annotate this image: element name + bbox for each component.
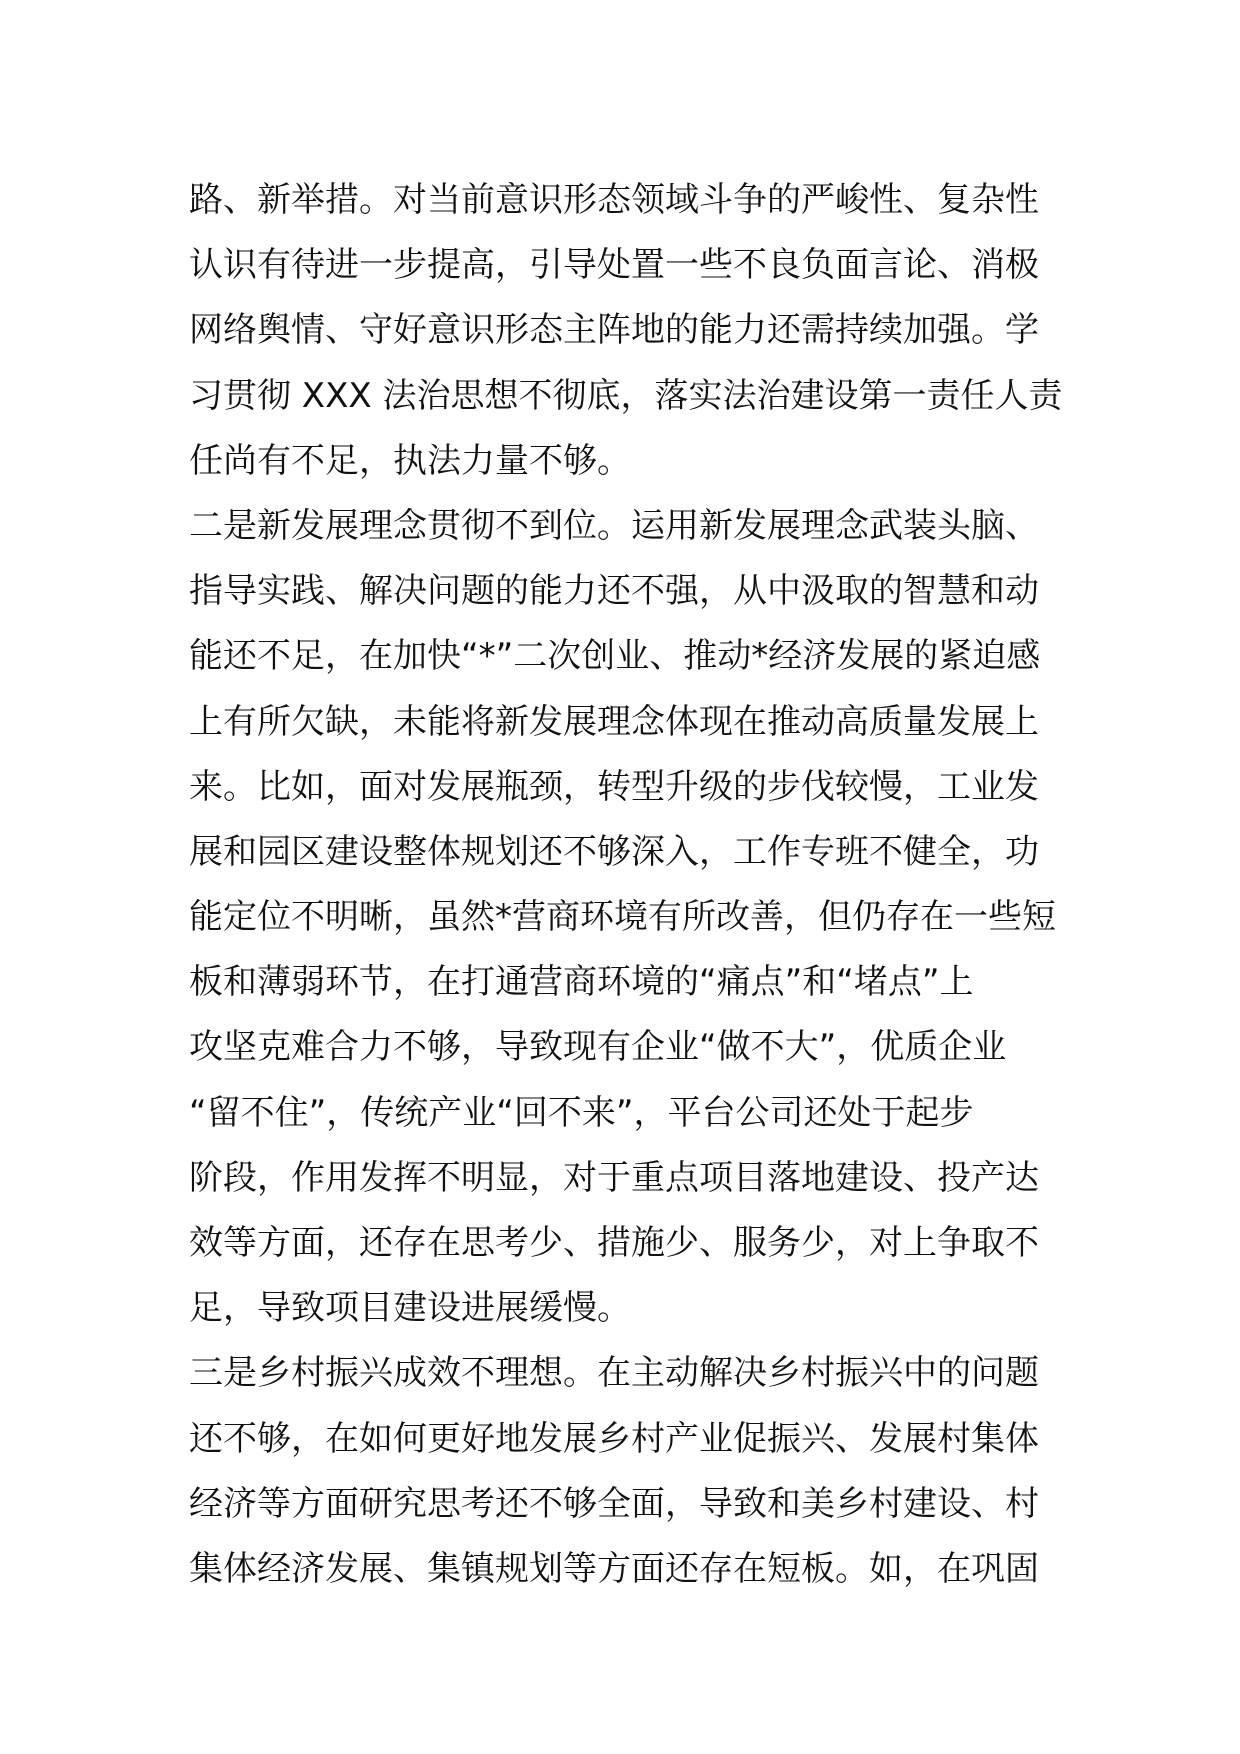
text-line: 能还不足，在加快“*”二次创业、推动*经济发展的紧迫感 — [189, 636, 1041, 677]
text-line: 路、新举措。对当前意识形态领域斗争的严峻性、复杂性 — [189, 180, 1039, 220]
text-line: 上有所欠缺，未能将新发展理念体现在推动高质量发展上 — [189, 701, 1039, 742]
text-line: 阶段，作用发挥不明显，对于重点项目落地建设、投产达 — [189, 1157, 1039, 1198]
text-line: 攻坚克难合力不够，导致现有企业“做不大”，优质企业 — [189, 1027, 1007, 1068]
text-line: 任尚有不足，执法力量不够。 — [189, 440, 631, 481]
text-line: 经济等方面研究思考还不够全面，导致和美乡村建设、村 — [189, 1483, 1039, 1524]
text-line: 来。比如，面对发展瓶颈，转型升级的步伐较慢，工业发 — [189, 766, 1039, 807]
text-line: 足，导致项目建设进展缓慢。 — [189, 1288, 631, 1329]
text-line: 认识有待进一步提高，引导处置一些不良负面言论、消极 — [189, 245, 1039, 286]
text-line: 网络舆情、守好意识形态主阵地的能力还需持续加强。学 — [189, 310, 1039, 351]
text-line: “留不住”，传统产业“回不来”，平台公司还处于起步 — [189, 1092, 974, 1133]
text-line: 效等方面，还存在思考少、措施少、服务少，对上争取不 — [189, 1223, 1039, 1263]
text-line: 还不够，在如何更好地发展乡村产业促振兴、发展村集体 — [189, 1418, 1039, 1459]
body-text — [189, 168, 1063, 1602]
text-line: 二是新发展理念贯彻不到位。运用新发展理念武装头脑、 — [189, 505, 1039, 546]
text-line: 指导实践、解决问题的能力还不强，从中汲取的智慧和动 — [189, 571, 1039, 612]
text-line: 展和园区建设整体规划还不够深入，工作专班不健全，功 — [189, 831, 1039, 872]
text-line: 集体经济发展、集镇规划等方面还存在短板。如，在巩固 — [189, 1548, 1039, 1589]
text-line: 三是乡村振兴成效不理想。在主动解决乡村振兴中的问题 — [189, 1353, 1039, 1394]
text-line: 板和薄弱环节，在打通营商环境的“痛点”和“堵点”上 — [189, 962, 974, 1003]
text-line: 习贯彻 XXX 法治思想不彻底，落实法治建设第一责任人责 — [189, 375, 1063, 416]
text-line: 能定位不明晰，虽然*营商环境有所改善，但仍存在一些短 — [189, 897, 1056, 938]
